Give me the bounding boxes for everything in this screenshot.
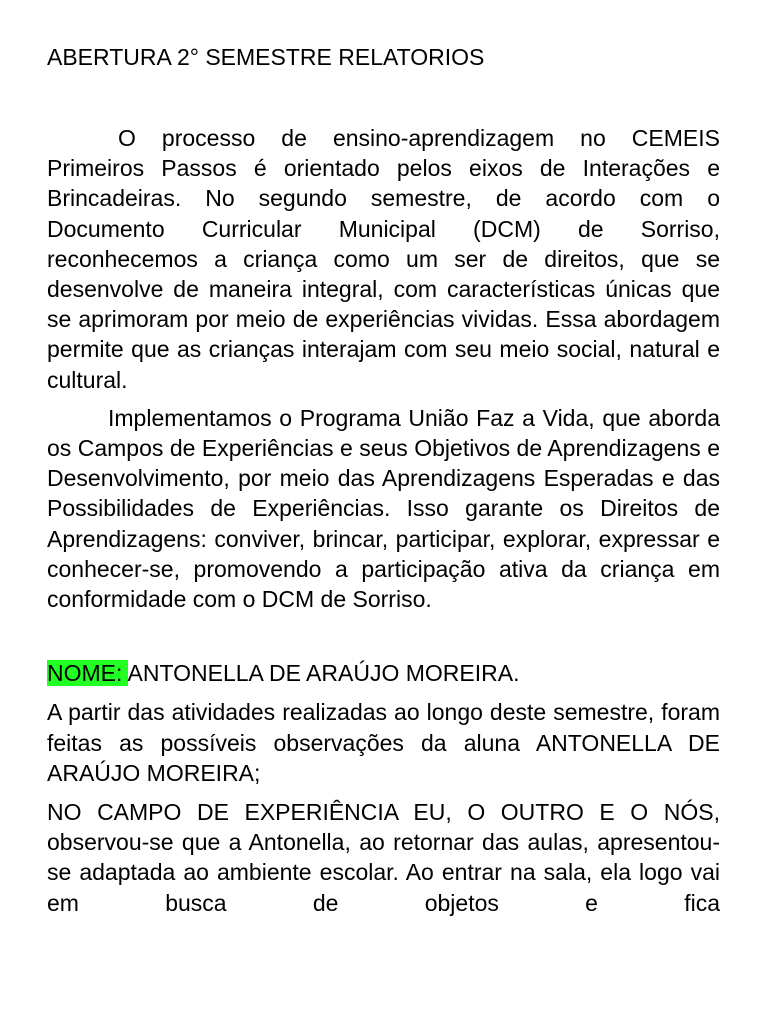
document-page (47, 42, 720, 918)
intro-paragraph: O processo de ensino-aprendizagem no CEMEIS Primeiros Passos é orientado pelos eixos de Interações e Brincadeiras. No segundo semestre, de acordo com o Documento Curricular Municipal (DCM) de Sorriso, reconhecemos a criança como um ser de direitos, que se desenvolve de maneira integral, com características únicas que se aprimoram por meio de experiências vividas. Essa abordagem permite que as crianças interajam com seu meio social, natural e cultural. (47, 125, 720, 393)
document-title: ABERTURA 2° SEMESTRE RELATORIOS (47, 44, 485, 70)
student-name-line (47, 658, 720, 688)
name-label-highlight: NOME: (47, 660, 128, 687)
observations-intro-paragraph: A partir das atividades realizadas ao longo deste semestre, foram feitas as possíveis observações da aluna ANTONELLA DE ARAÚJO MOREIRA; (47, 699, 720, 786)
student-name: ANTONELLA DE ARAÚJO MOREIRA. (127, 660, 520, 687)
program-paragraph: Implementamos o Programa União Faz a Vida, que aborda os Campos de Experiências e seus Objetivos de Aprendizagens e Desenvolvimento, por meio das Aprendizagens Esperadas e das Possibilidades de Experiências. Isso garante os Direitos de Aprendizagens: conviver, brincar, participar, explorar, expressar e conhecer-se, promovendo a participação ativa da criança em conformidade com o DCM de Sorriso. (47, 404, 720, 613)
experience-field-paragraph: NO CAMPO DE EXPERIÊNCIA EU, O OUTRO E O NÓS, observou-se que a Antonella, ao retornar das aulas, apresentou-se adaptada ao ambiente escolar. Ao entrar na sala, ela logo vai em busca de objetos e fica (47, 799, 720, 916)
